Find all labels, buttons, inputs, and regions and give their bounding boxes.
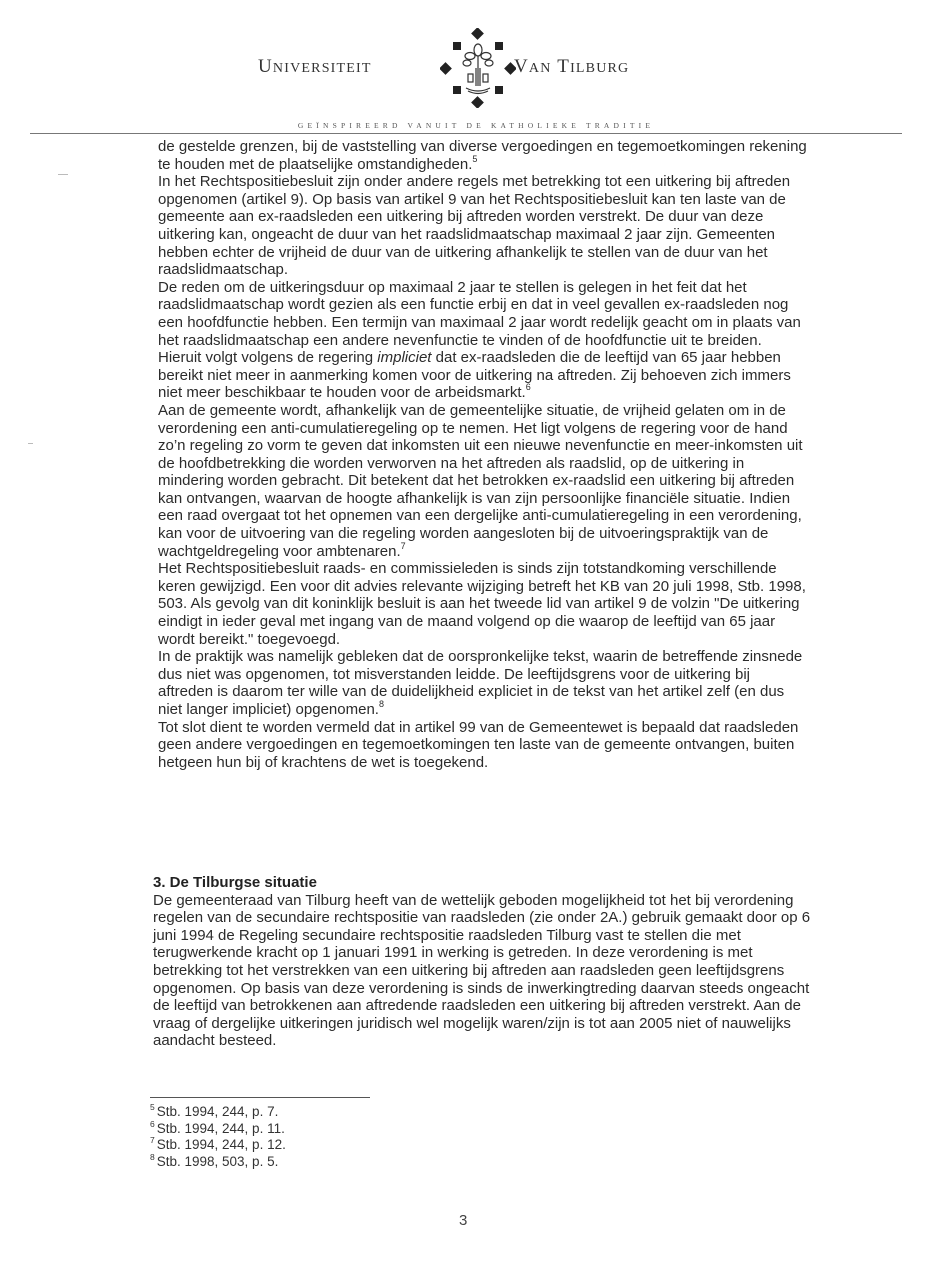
paragraph-text: In de praktijk was namelijk gebleken dat de oorspronkelijke tekst, waarin de betreffende zinsnede dus niet was opgenomen, tot misverstanden leidde. De leeftijdsgrens voor de uitkering bij aftreden is daarom ter wille van de duidelijkheid expliciet in de tekst van het artikel zelf (en dus niet langer impliciet) opgenomen. — [158, 648, 803, 718]
footnote-number: 5 — [150, 1102, 155, 1112]
initial-t: T — [557, 56, 571, 77]
footnote-number: 6 — [150, 1118, 155, 1129]
rest-an: AN — [528, 61, 552, 76]
footnote — [150, 1118, 286, 1138]
footnote — [150, 1151, 286, 1171]
scan-mark — [28, 443, 33, 444]
paragraph — [158, 173, 808, 279]
paragraph-text: In het Rechtspositiebesluit zijn onder andere regels met betrekking tot een uitkering bij aftreden opgenomen (artikel 9). Op basis van artikel 9 van het Rechtspositiebesluit kan ten laste van de gemeente aan ex-raadsleden een uitkering bij aftreden worden verstrekt. De duur van deze uitkering kan, ongeacht de duur van het raadslidmaatschap maximaal 2 jaar zijn. Gemeenten hebben echter de vrijheid de duur van de uitkering afhankelijk te stellen van de duur van het raadslidmaatschap. — [158, 173, 791, 279]
paragraph-text: De reden om de uitkeringsduur op maximaal 2 jaar te stellen is gelegen in het feit dat het raadslidmaatschap wordt gezien als een functie erbij en dat in veel gevallen ex-raadsleden nog een hoofdfunctie hebben. Een termijn van maximaal 2 jaar wordt redelijk geacht om in plaats van het raadslidmaatschap een andere nevenfunctie te vinden of de hoofdfunctie uit te breiden. Hieruit volgt volgens de regering — [158, 278, 801, 367]
university-name-right — [514, 56, 629, 78]
rest-niversiteit: NIVERSITEIT — [272, 61, 372, 76]
university-name-left — [258, 56, 372, 78]
rest-ilburg: ILBURG — [570, 61, 630, 76]
paragraph-text: Tot slot dient te worden vermeld dat in artikel 99 van de Gemeentewet is bepaald dat raadsleden geen andere vergoedingen en tegemoetkomingen ten laste van de gemeente ontvangen, buiten hetgeen hun bij of krachtens de wet is toegekend. — [158, 718, 799, 771]
footnote-ref: 6 — [525, 382, 531, 393]
emphasis-text: impliciet — [377, 349, 432, 367]
footnote-ref: 7 — [400, 540, 406, 551]
paragraph — [158, 719, 808, 772]
footnote-number: 8 — [150, 1151, 155, 1162]
footnote — [150, 1104, 286, 1121]
footnote-separator — [150, 1097, 370, 1098]
paragraph-text: de gestelde grenzen, bij de vaststelling van diverse vergoedingen en tegemoetkomingen rekening te houden met de plaatselijke omstandigheden. — [158, 138, 807, 173]
footnote-number: 7 — [150, 1135, 155, 1145]
letterhead — [0, 0, 930, 140]
footnote-ref: 5 — [472, 153, 478, 164]
header-rule — [30, 133, 902, 134]
initial-v: V — [514, 56, 529, 77]
paragraph — [158, 648, 808, 718]
initial-u: U — [258, 56, 273, 77]
section-heading: 3. De Tilburgse situatie — [153, 874, 317, 891]
tree-emblem-icon — [440, 28, 516, 108]
tagline: GEÏNSPIREERD VANUIT DE KATHOLIEKE TRADITIE — [297, 121, 655, 130]
section-paragraph: De gemeenteraad van Tilburg heeft van de wettelijk geboden mogelijkheid tot het bij verordening regelen van de secundaire rechtspositie van raadsleden (zie onder 2A.) gebruik gemaakt door op 6 juni 1994 de Regeling secundaire rechtspositie raadsleden Tilburg vast te stellen die met terugwerkende kracht op 1 januari 1991 in werking is getreden. In deze verordening is met betrekking tot het verstrekken van een uitkering bij aftreden aan raadsleden geen leeftijdsgrens opgenomen. Op basis van deze verordening is sinds de inwerkingtreding daarvan steeds ongeacht de leeftijd van betrokkenen aan aftredende raadsleden een uitkering bij aftreden verstrekt. Aan de vraag of dergelijke uitkeringen juridisch wel mogelijk waren/zijn is tot aan 2005 niet of nauwelijks aandacht besteed. — [153, 891, 811, 1050]
footnote-text: Stb. 1994, 244, p. 12. — [156, 1137, 286, 1152]
section-3 — [153, 874, 813, 1050]
scan-mark — [58, 174, 68, 175]
paragraph — [158, 279, 808, 402]
paragraph-text: Het Rechtspositiebesluit raads- en commissieleden is sinds zijn totstandkoming verschillende keren gewijzigd. Een voor dit advies relevante wijziging betreft het KB van 20 juli 1998, Stb. 1998, 503. Als gevolg van dit koninklijk besluit is aan het tweede lid van artikel 9 de volzin "De uitkering eindigt in ieder geval met ingang van de maand volgend op die waarop de leeftijd van 65 jaar wordt bereikt." toegevoegd. — [158, 560, 806, 648]
body-text — [158, 138, 808, 771]
paragraph-text: Aan de gemeente wordt, afhankelijk van de gemeentelijke situatie, de vrijheid gelaten om in de verordening een anti-cumulatieregeling op te nemen. Het ligt volgens de regering voor de hand zo’n regeling zo vorm te geven dat inkomsten uit een nieuwe nevenfunctie en meer-inkomsten uit de hoofdbetrekking die worden verworven na het aftreden als raadslid, op de uitkering in mindering worden gebracht. Dit betekent dat het betrokken ex-raadslid een uitkering bij aftreden kan ontvangen, waarvan de hoogte afhankelijk is van zijn persoonlijke financiële situatie. Indien een raad overgaat tot het opnemen van een dergelijke anti-cumulatieregeling in een verordening, kan voor de uitvoering van die regeling worden aangesloten bij de uitvoeringspraktijk van de wachtgeldregeling voor ambtenaren. — [158, 401, 803, 560]
footnote-text: Stb. 1998, 503, p. 5. — [156, 1153, 279, 1169]
footnote-ref: 8 — [378, 699, 384, 709]
footnote — [150, 1137, 286, 1154]
footnotes — [150, 1104, 286, 1170]
footnote-text: Stb. 1994, 244, p. 11. — [156, 1120, 285, 1136]
paragraph — [158, 402, 808, 560]
paragraph — [158, 138, 808, 173]
footnote-text: Stb. 1994, 244, p. 7. — [156, 1104, 279, 1119]
paragraph-text: dat ex-raadsleden die de leeftijd van 65 jaar hebben bereikt niet meer in aanmerking komen voor de uitkering na aftreden. Zij behoeven zich immers niet meer beschikbaar te houden voor de arbeidsmarkt. — [158, 349, 791, 402]
paragraph — [158, 560, 808, 648]
page-number: 3 — [459, 1212, 468, 1229]
